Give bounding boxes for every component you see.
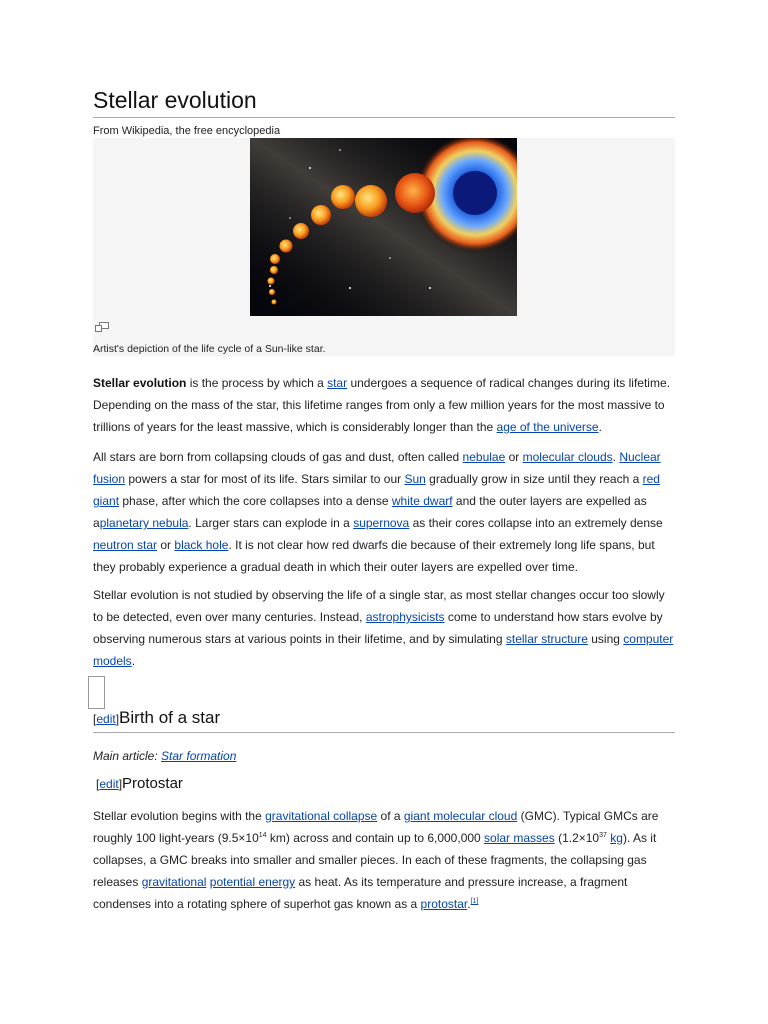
- page-title: Stellar evolution: [93, 86, 675, 118]
- link-black-hole[interactable]: black hole: [174, 538, 229, 552]
- link-stellar-structure[interactable]: stellar structure: [505, 632, 588, 646]
- enlarge-icon[interactable]: [95, 319, 109, 329]
- link-white-dwarf[interactable]: white dwarf: [391, 494, 453, 508]
- star-lifecycle-image[interactable]: [250, 138, 517, 316]
- protostar-paragraph: Stellar evolution begins with the gravitational collapse of a giant molecular cloud (GMC). Typical GMCs are roughly 100 light-years ($9.5\times 10^{14}$ km) across and contain up to 6,000,000 solar masses ($1.2\times 10^{37}$ kg). As it collapses, a GMC breaks into smaller and smaller pieces. In each of these fragments, the collapsing gas releases gravitational potential energy as heat. As its temperature and pressure increase, a fragment condenses into a rotating sphere of superhot gas known as a protostar.[1]: [93, 809, 659, 911]
- section-title-birth: Birth of a star: [119, 708, 221, 727]
- link-potential-energy[interactable]: potential energy: [209, 875, 296, 889]
- link-star[interactable]: star: [327, 376, 348, 390]
- link-computer-models[interactable]: computer models: [93, 632, 674, 668]
- link-planetary-nebula[interactable]: planetary nebula: [99, 516, 189, 530]
- figure-caption: Artist's depiction of the life cycle of a Sun-like star.: [93, 343, 326, 355]
- link-kg[interactable]: kg: [610, 831, 623, 845]
- reference-link-1[interactable]: [1]: [470, 898, 479, 905]
- link-gravitational-collapse[interactable]: gravitational collapse: [265, 809, 378, 823]
- link-molecular-clouds[interactable]: molecular clouds: [522, 450, 613, 464]
- link-sun[interactable]: Sun: [404, 472, 426, 486]
- link-age-of-universe[interactable]: age of the universe: [496, 420, 599, 434]
- link-solar-masses[interactable]: solar masses: [484, 831, 555, 845]
- link-star-formation[interactable]: Star formation: [161, 749, 237, 763]
- link-protostar[interactable]: protostar: [420, 897, 468, 911]
- term-bold: Stellar evolution: [93, 376, 187, 390]
- lead-figure: [93, 138, 675, 356]
- main-article-note: Main article: Star formation: [93, 749, 237, 763]
- page-subtitle: From Wikipedia, the free encyclopedia: [93, 125, 281, 137]
- edit-link-protostar[interactable]: edit: [99, 777, 119, 791]
- link-neutron-star[interactable]: neutron star: [93, 538, 158, 552]
- section-heading-protostar: [edit]Protostar: [96, 775, 183, 792]
- intro-paragraph-1: Stellar evolution is the process by which a star undergoes a sequence of radical changes during its lifetime. Depending on the mass of the star, this lifetime ranges from only a few million years for the most massive to trillions of years for the least massive, which is considerably longer than the age of the universe.: [93, 376, 670, 434]
- link-nebulae[interactable]: nebulae: [462, 450, 506, 464]
- intro-paragraph-2: All stars are born from collapsing clouds of gas and dust, often called nebulae or molecular clouds. Nuclear fusion powers a star for most of its life. Stars similar to our Sun gradually grow in size until they reach a red giant phase, after which the core collapses into a dense white dwarf and the outer layers are expelled as aplanetary nebula. Larger stars can explode in a supernova as their cores collapse into an extremely dense neutron star or black hole. It is not clear how red dwarfs die because of their extremely long life spans, but they probably experience a gradual death in which their outer layers are expelled over time.: [93, 450, 663, 574]
- link-supernova[interactable]: supernova: [353, 516, 410, 530]
- collapsed-box: [88, 676, 105, 709]
- link-gravitational[interactable]: gravitational: [141, 875, 207, 889]
- intro-paragraph-3: Stellar evolution is not studied by observing the life of a single star, as most stellar changes occur too slowly to be detected, even over many centuries. Instead, astrophysicists come to understand how stars evolve by observing numerous stars at various points in their lifetime, and by simulating stellar structure using computer models.: [93, 588, 674, 668]
- link-astrophysicists[interactable]: astrophysicists: [365, 610, 445, 624]
- link-nuclear-fusion[interactable]: Nuclear fusion: [93, 450, 661, 486]
- link-giant-molecular-cloud[interactable]: giant molecular cloud: [403, 809, 518, 823]
- edit-link-birth[interactable]: edit: [96, 712, 116, 726]
- section-title-protostar: Protostar: [122, 775, 183, 792]
- section-heading-birth: [edit]Birth of a star: [93, 708, 675, 733]
- link-red-giant[interactable]: red giant: [93, 472, 660, 508]
